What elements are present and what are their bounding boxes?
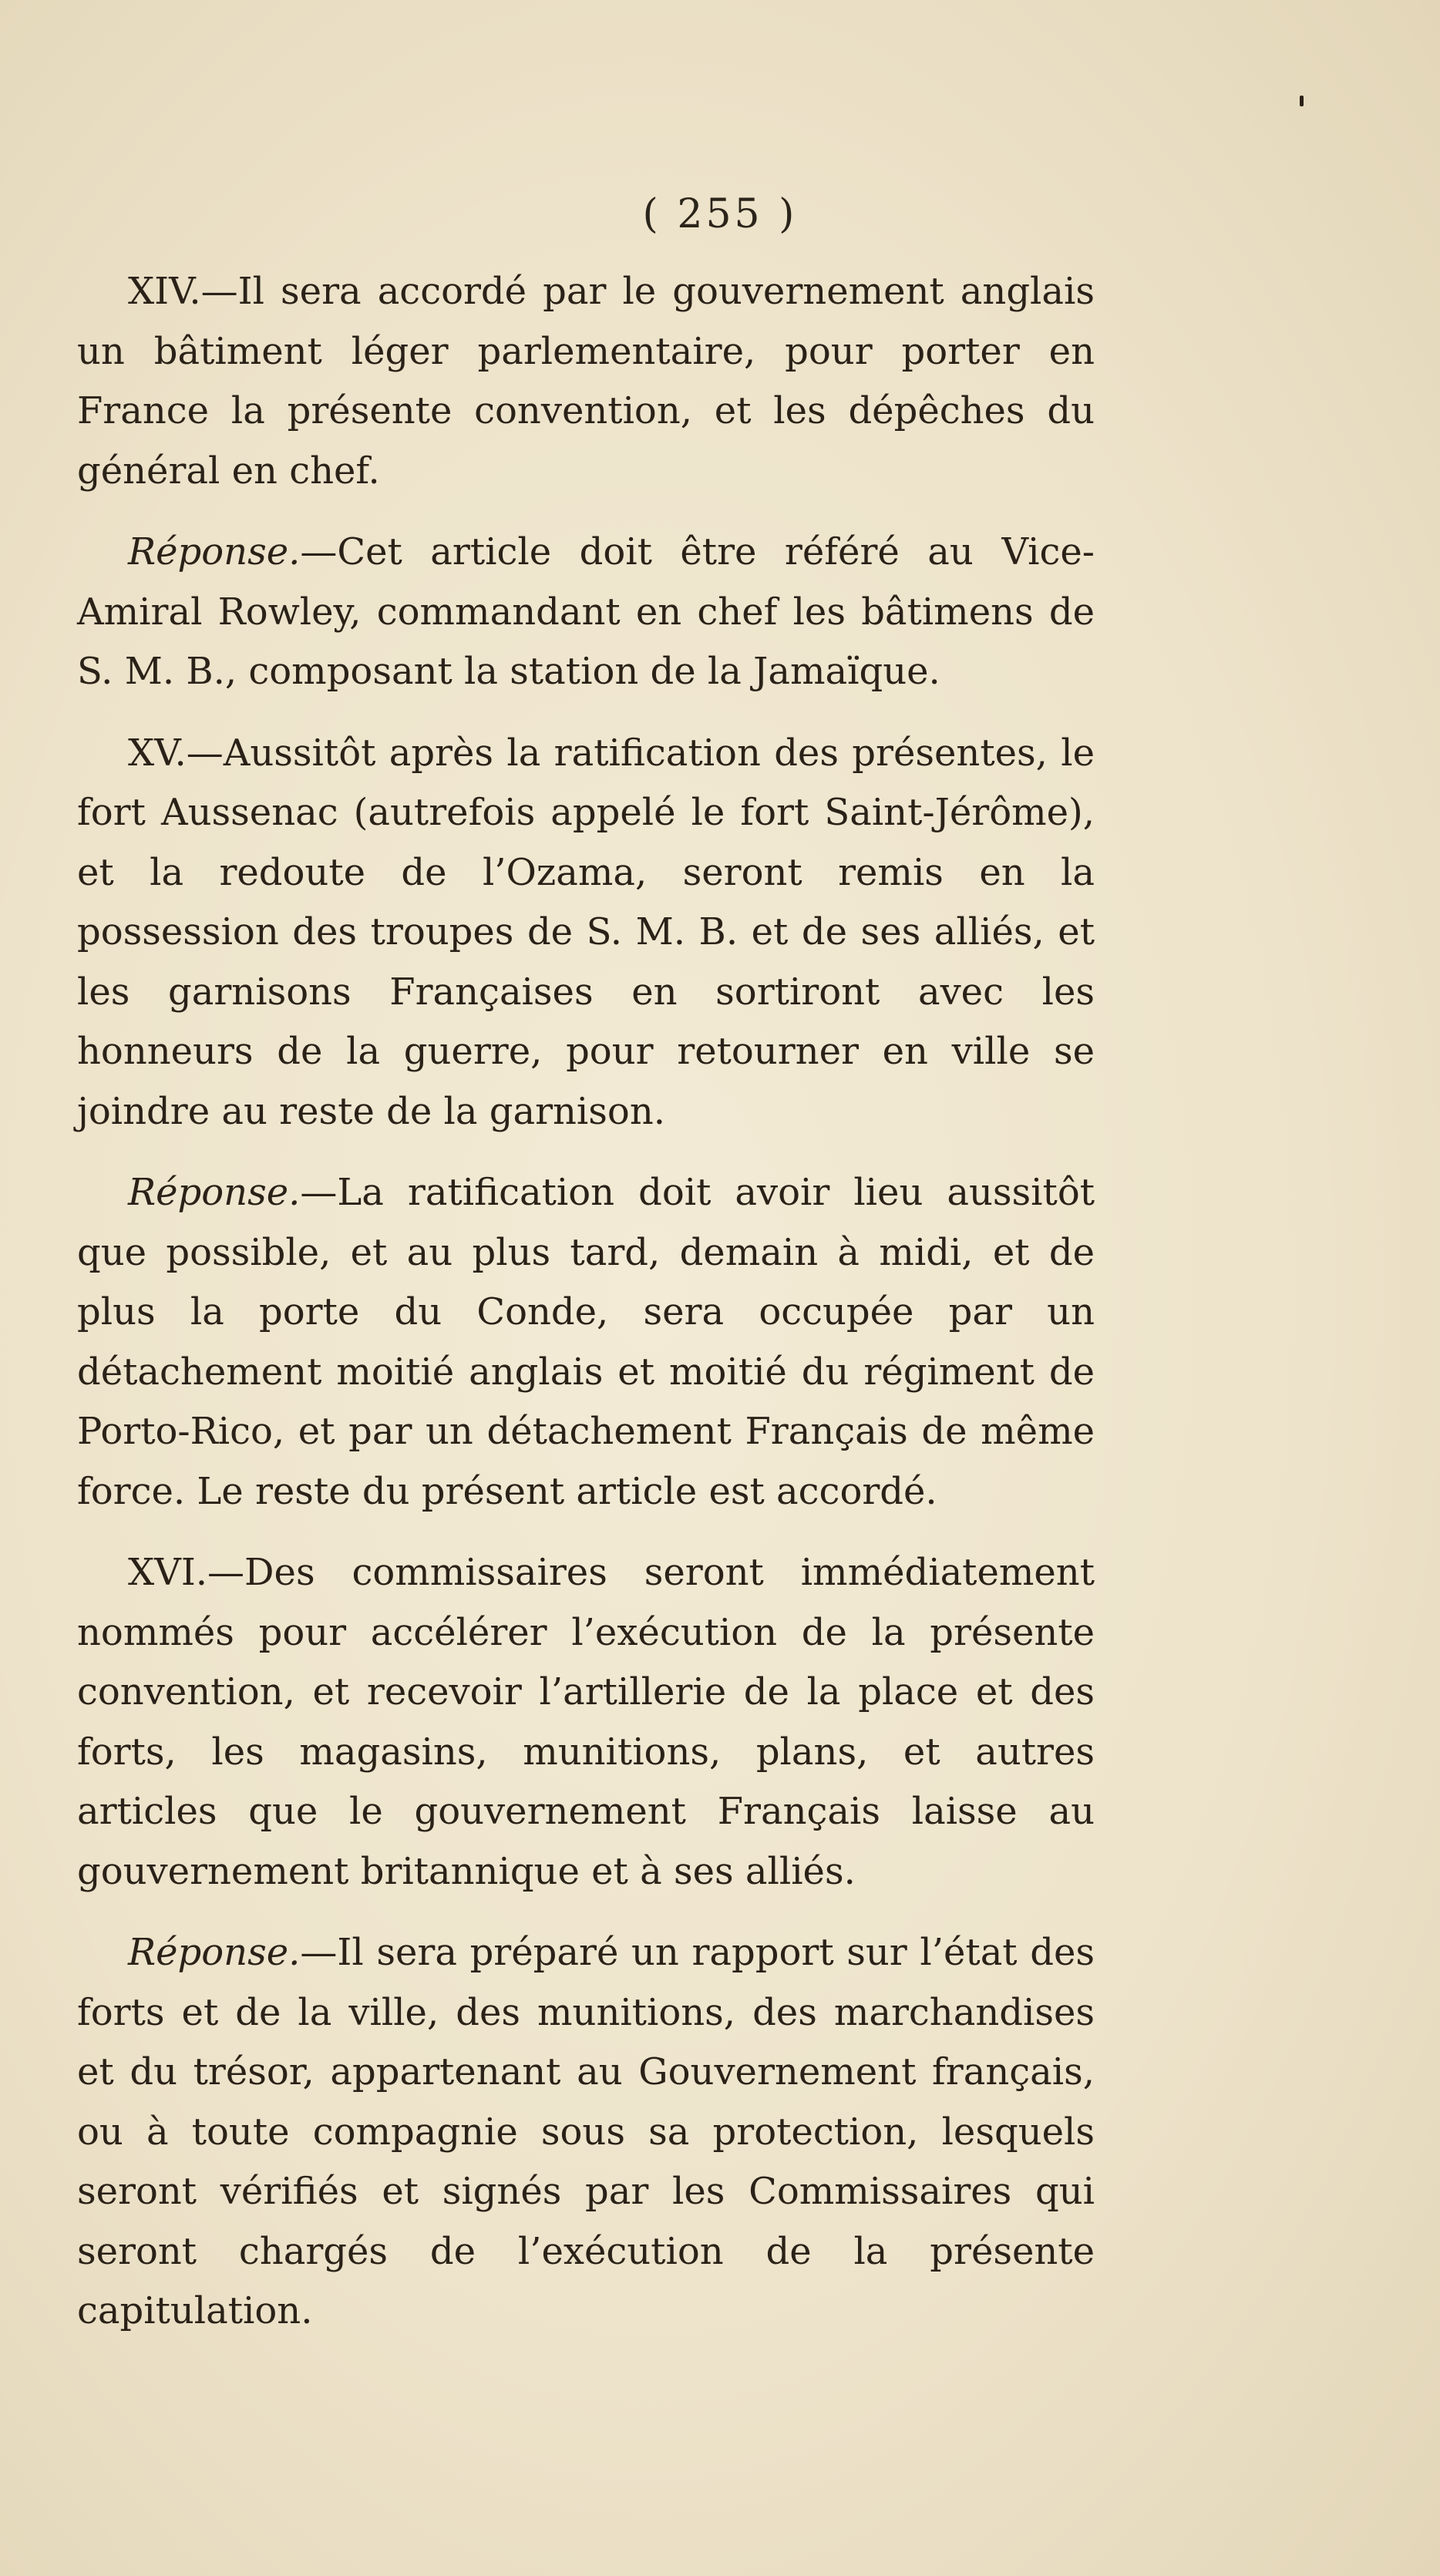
- page-body: [77, 262, 1095, 2342]
- paragraph-text: XVI.—Des commissaires seront immédiatement nommés pour accélérer l’exécution de la présente convention, et recevoir l’artillerie de la place et des forts, les magasins, munitions, plans, et autres articles que le gouvernement Français laisse au gouvernement britannique et à ses alliés.: [77, 1551, 1095, 1893]
- ink-speck: [1300, 96, 1304, 106]
- paragraph-text: XIV.—Il sera accordé par le gouvernement anglais un bâtiment léger parlementaire, pour porter en France la présente convention, et les dépêches du général en chef.: [77, 270, 1095, 493]
- reponse-label: Réponse.: [128, 1931, 301, 1974]
- article-xv: [77, 724, 1095, 1142]
- paragraph-text: XV.—Aussitôt après la ratification des présentes, le fort Aussenac (autrefois appelé le fort Saint-Jérôme), et la redoute de l’Ozama, seront remis en la possession des troupes de S. M. B. et de ses alliés, et les garnisons Françaises en sortiront avec les honneurs de la guerre, pour retourner en ville se joindre au reste de la garnison.: [77, 731, 1095, 1133]
- article-xvi: [77, 1543, 1095, 1902]
- reponse-xvi: [77, 1923, 1095, 2342]
- reponse-label: Réponse.: [128, 1171, 301, 1214]
- paragraph-text: —Il sera préparé un rapport sur l’état des forts et de la ville, des munitions, des marchandises et du trésor, appartenant au Gouvernement français, ou à toute compagnie sous sa protection, lesquels seront vérifiés et signés par les Commissaires qui seront chargés de l’exécution de la présente capitulation.: [77, 1931, 1095, 2332]
- reponse-xiv: [77, 523, 1095, 702]
- paragraph-text: —Cet article doit être référé au Vice-Amiral Rowley, commandant en chef les bâtimens de S. M. B., composant la station de la Jamaïque.: [77, 530, 1095, 693]
- article-xiv: [77, 262, 1095, 501]
- reponse-label: Réponse.: [128, 530, 301, 573]
- page-number: ( 255 ): [642, 191, 798, 237]
- paragraph-text: —La ratification doit avoir lieu aussitôt que possible, et au plus tard, demain à midi, et de plus la porte du Conde, sera occupée par un détachement moitié anglais et moitié du régiment de Porto-Rico, et par un détachement Français de même force. Le reste du présent article est accordé.: [77, 1171, 1095, 1513]
- reponse-xv: [77, 1163, 1095, 1522]
